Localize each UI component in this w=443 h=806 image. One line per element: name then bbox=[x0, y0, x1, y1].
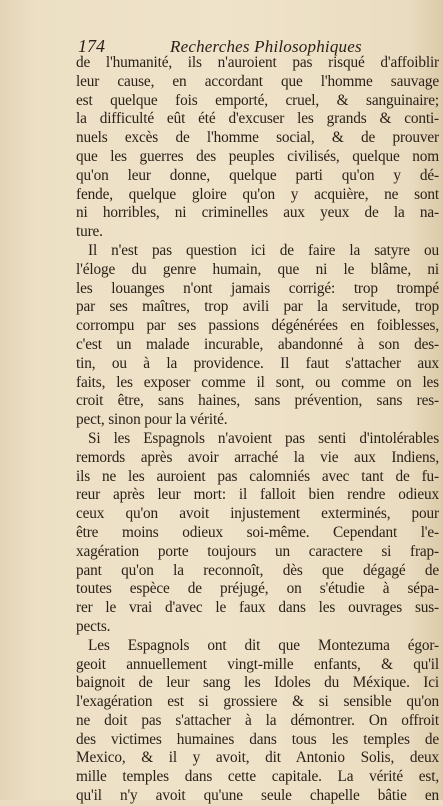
paragraph-first-line: Si les Espagnols n'avoient pas senti d'intolérables bbox=[88, 429, 439, 447]
text-line: qu'il n'y avoit qu'une seule chapelle bâtie en bbox=[76, 787, 439, 805]
text-line: ceux qu'on avoit injustement exterminés, pour bbox=[76, 505, 439, 523]
text-line: pect, sinon pour la vérité. bbox=[76, 411, 228, 429]
text-line: c'est un malade incurable, abandonné à son des- bbox=[76, 335, 439, 353]
text-line: leur cause, en accordant que l'homme sauvage bbox=[76, 72, 439, 90]
text-line: par ses maîtres, trop avili par la servitude, trop bbox=[76, 298, 439, 316]
text-line: croit être, sans haines, sans prévention, sans res- bbox=[76, 392, 439, 410]
text-line: reur après leur mort: il falloit bien rendre odieux bbox=[76, 486, 439, 504]
text-line: ne doit pas s'attacher à la démontrer. On offroit bbox=[76, 711, 439, 729]
text-line: ils ne les auroient pas calomniés avec tant de fu- bbox=[76, 467, 439, 485]
text-line: l'exagération est si grossiere & si sensible qu'on bbox=[76, 693, 439, 711]
paragraph-first-line: Les Espagnols ont dit que Montezuma égor- bbox=[88, 636, 439, 654]
text-line: mille temples dans cette capitale. La vérité est, bbox=[76, 768, 439, 786]
text-line: geoit annuellement vingt-mille enfants, & qu'il bbox=[76, 655, 439, 673]
text-line: faits, les exposer comme il sont, ou comme on les bbox=[76, 373, 439, 391]
text-line: pant qu'on la reconnoît, dès que dégagé de bbox=[76, 561, 439, 579]
text-line: baignoit de leur sang les Idoles du Méxique. Ici bbox=[76, 674, 439, 692]
text-line: fende, quelque gloire qu'on y acquière, ne sont bbox=[76, 185, 439, 203]
text-line: les louanges n'ont jamais corrigé: trop trompé bbox=[76, 279, 439, 297]
paragraph-first-line: Il n'est pas question ici de faire la satyre ou bbox=[88, 241, 439, 259]
text-line: est quelque fois emporté, cruel, & sanguinaire; bbox=[76, 91, 439, 109]
text-line: tin, ou à la providence. Il faut s'attacher aux bbox=[76, 354, 439, 372]
text-line: la difficulté eût été d'excuser les grands & conti- bbox=[76, 110, 439, 128]
text-line: des victimes humaines dans tous les temples de bbox=[76, 730, 439, 748]
text-block bbox=[76, 54, 439, 806]
text-line: ture. bbox=[76, 223, 103, 241]
text-line: être moins odieux soi-même. Cependant l'e- bbox=[76, 523, 439, 541]
page-number: 174 bbox=[78, 36, 105, 56]
text-line: l'éloge du genre humain, que ni le blâme, ni bbox=[76, 260, 439, 278]
text-line: corrompu par ses passions dégénérées en foiblesses, bbox=[76, 317, 439, 335]
text-line: toutes espèce de préjugé, on s'étudie à sépa- bbox=[76, 580, 439, 598]
text-line: ni horribles, ni criminelles aux yeux de la na- bbox=[76, 204, 439, 222]
text-line: rer le vrai d'avec le faux dans les ouvrages sus- bbox=[76, 599, 439, 617]
text-line: pects. bbox=[76, 617, 111, 635]
text-line: de l'humanité, ils n'auroient pas risqué d'affoiblir bbox=[76, 54, 439, 71]
running-title: Recherches Philosophiques bbox=[170, 37, 362, 56]
text-line: qu'on leur donne, quelque parti qu'on y dé- bbox=[76, 166, 439, 184]
text-line: que les guerres des peuples civilisés, quelque nom bbox=[76, 147, 439, 165]
text-line: Mexico, & il y avoit, dit Antonio Solis, deux bbox=[76, 749, 439, 767]
text-line: remords après avoir arraché la vie aux Indiens, bbox=[76, 448, 439, 466]
text-line: nuels excès de l'homme social, & de prouver bbox=[76, 129, 439, 147]
text-line: xagération porte toujours un caractere si frap- bbox=[76, 542, 439, 560]
